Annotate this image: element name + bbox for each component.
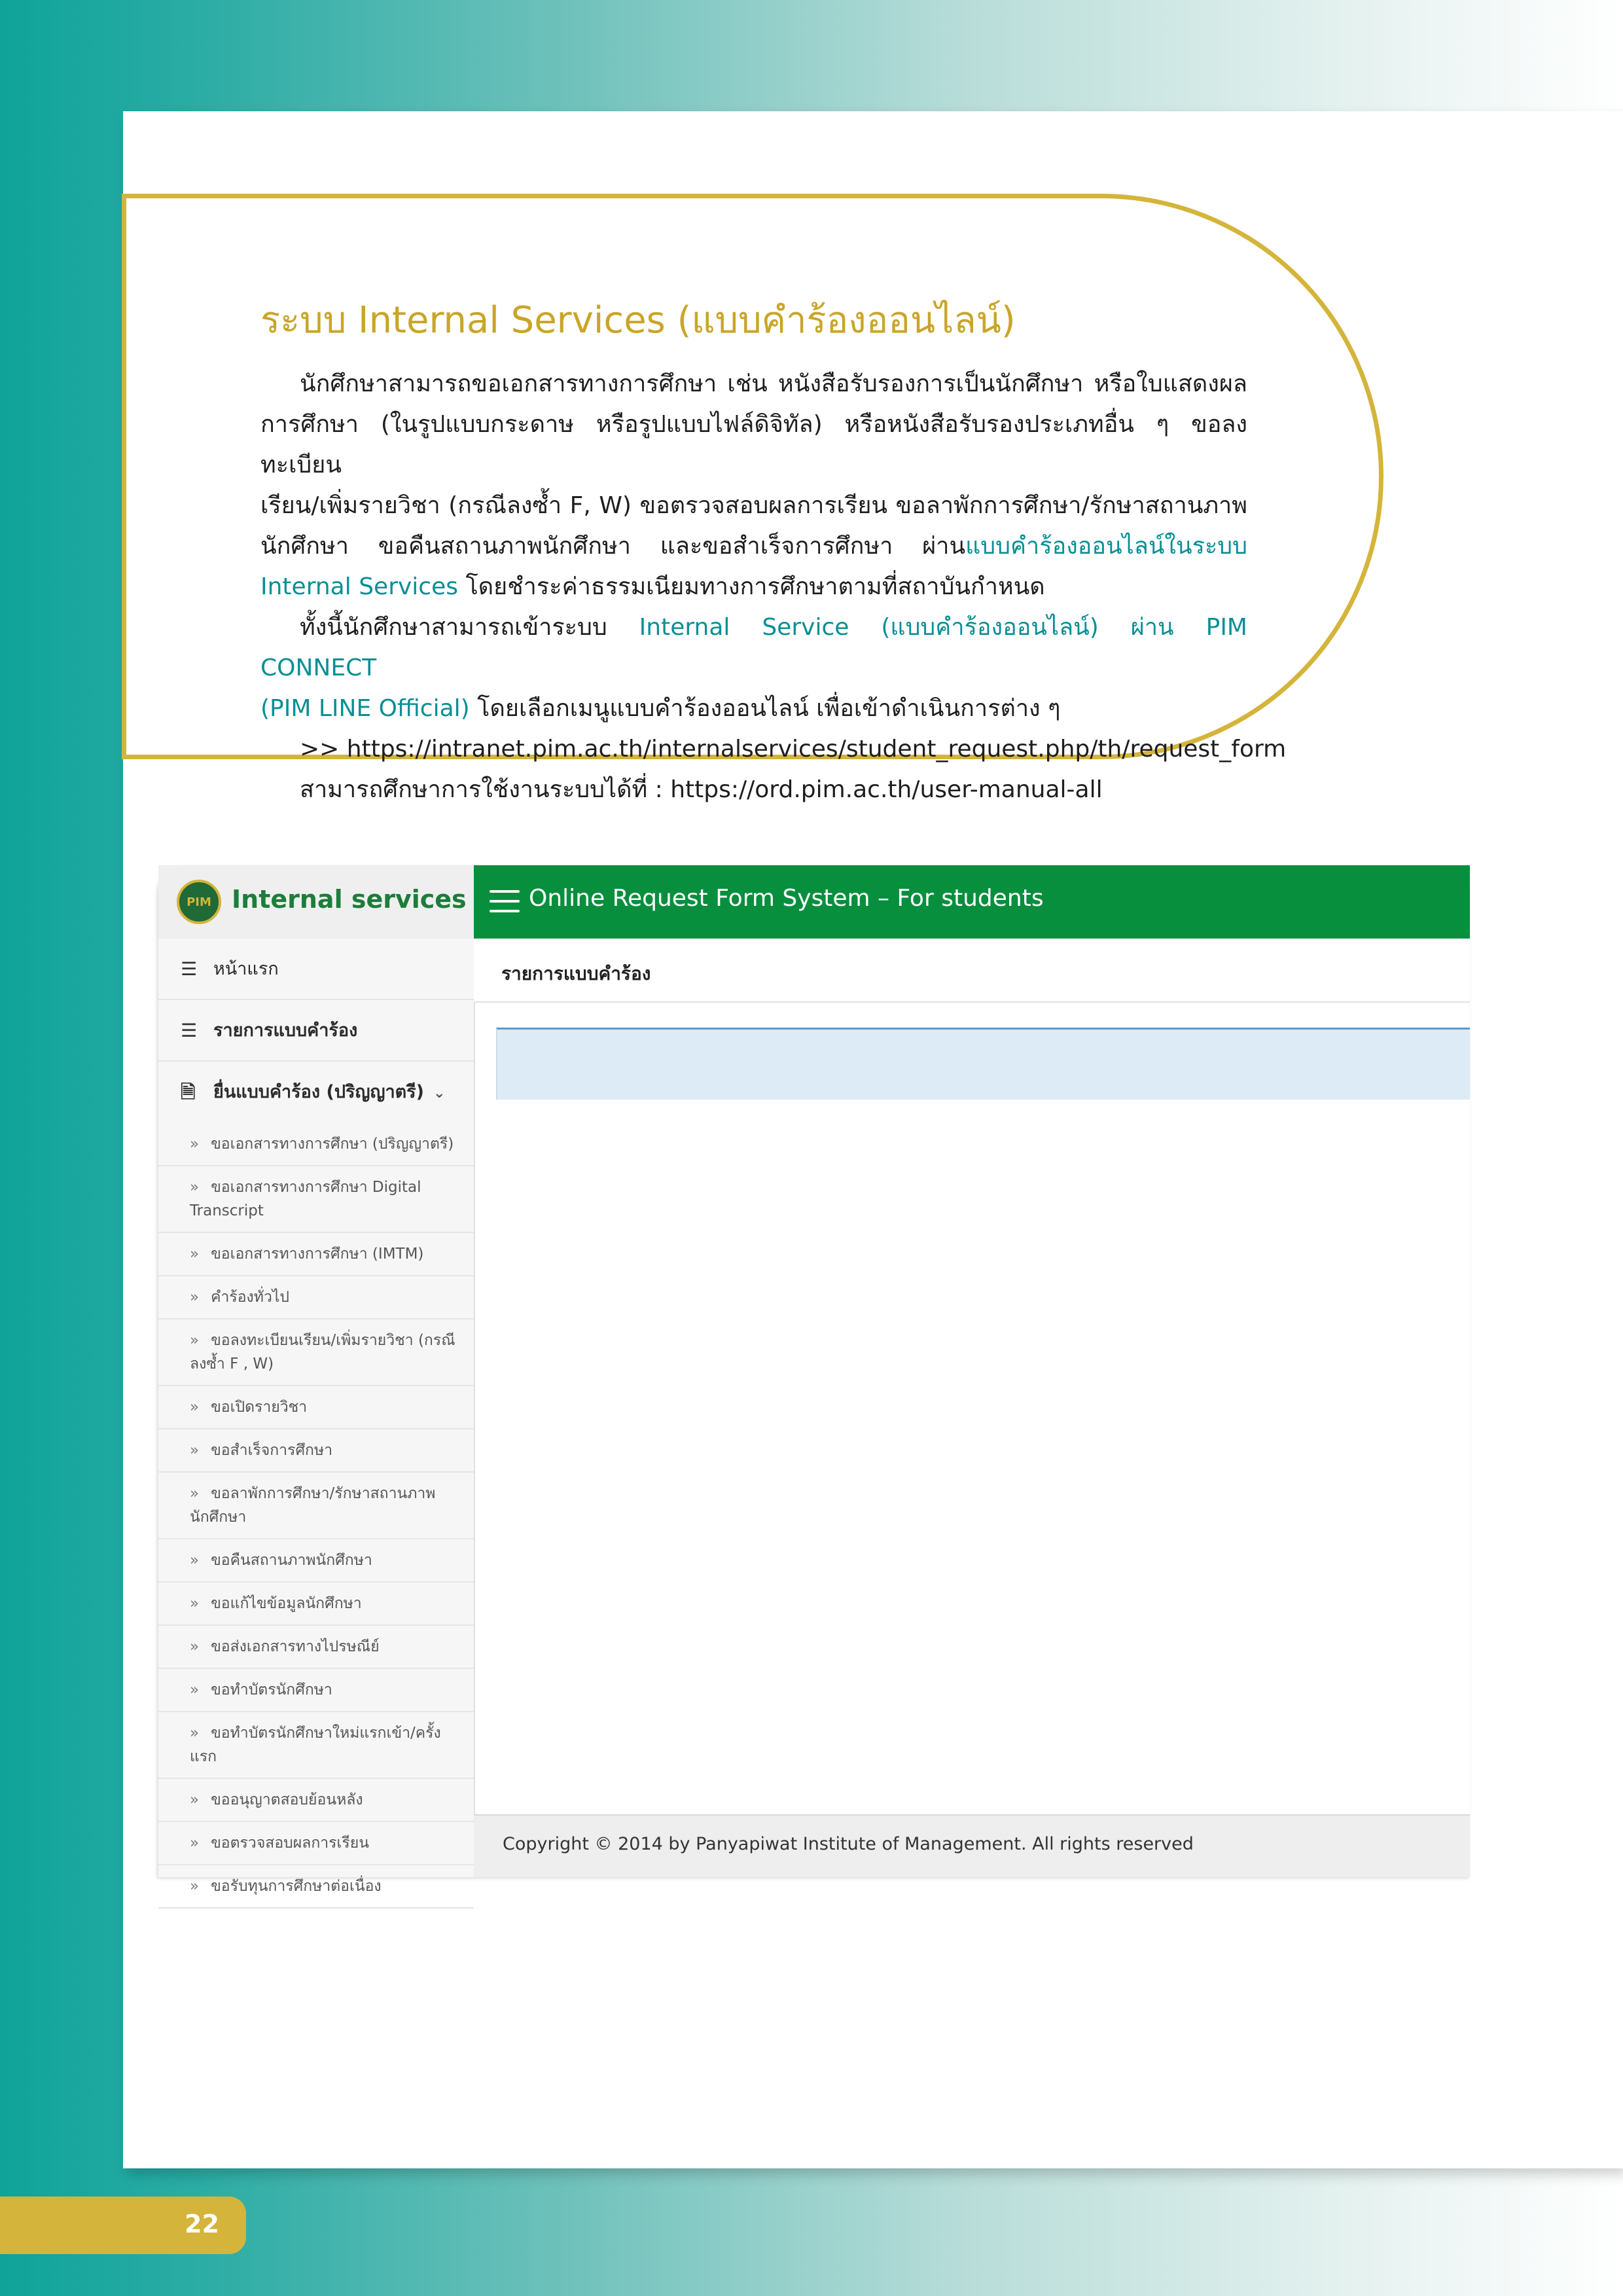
submenu-item[interactable]: [158, 1386, 474, 1429]
submenu-item[interactable]: [158, 1319, 474, 1386]
double-chevron-icon: »: [190, 1246, 200, 1263]
double-chevron-icon: »: [190, 1725, 200, 1742]
double-chevron-icon: »: [190, 1399, 200, 1416]
submenu-item-label: ขออนุญาตสอบย้อนหลัง: [211, 1791, 363, 1808]
submenu-item-label: ขอทำบัตรนักศึกษา: [211, 1681, 332, 1698]
system-title: Online Request Form System – For students: [529, 885, 1044, 912]
double-chevron-icon: »: [190, 1289, 200, 1306]
online-form-highlight: แบบคำร้องออนไลน์ในระบบ: [965, 533, 1247, 560]
submenu-item[interactable]: [158, 1583, 474, 1626]
double-chevron-icon: »: [190, 1485, 200, 1502]
submenu-item[interactable]: [158, 1822, 474, 1865]
para1-line4-text: นักศึกษา ขอคืนสถานภาพนักศึกษา และขอสำเร็จการศึกษา ผ่าน: [260, 533, 966, 560]
submenu-item-label: ขอสำเร็จการศึกษา: [211, 1442, 333, 1459]
submenu-item-label: ขอส่งเอกสารทางไปรษณีย์: [211, 1638, 380, 1655]
sidebar-item-label: หน้าแรก: [213, 959, 279, 979]
paragraph-1: [260, 364, 1287, 810]
submenu-item-label: ขอตรวจสอบผลการเรียน: [211, 1835, 369, 1852]
submenu-item-label: ขอลงทะเบียนเรียน/เพิ่มรายวิชา (กรณีลงซ้ำ F , W): [190, 1332, 455, 1372]
para2-line2: [260, 689, 1247, 729]
double-chevron-icon: »: [190, 1442, 200, 1459]
para2-line1-text: ทั้งนี้นักศึกษาสามารถเข้าระบบ: [300, 614, 639, 641]
internal-services-highlight: Internal Services: [260, 573, 458, 600]
submenu-item-label: ขอเอกสารทางการศึกษา (ปริญญาตรี): [211, 1136, 454, 1153]
submenu-item[interactable]: [158, 1865, 474, 1909]
submenu-item-label: ขอรับทุนการศึกษาต่อเนื่อง: [211, 1878, 382, 1895]
top-bar: [474, 865, 1470, 939]
double-chevron-icon: »: [190, 1878, 200, 1895]
brand-title: Internal services: [232, 885, 467, 914]
double-chevron-icon: »: [190, 1835, 200, 1852]
submenu-item[interactable]: [158, 1233, 474, 1276]
submenu-item[interactable]: [158, 1473, 474, 1539]
double-chevron-icon: »: [190, 1638, 200, 1655]
para1-line2: การศึกษา (ในรูปแบบกระดาษ หรือรูปแบบไฟล์ดิจิทัล) หรือหนังสือรับรองประเภทอื่น ๆ ขอลงทะเบียน: [260, 411, 1247, 478]
submenu-item[interactable]: [158, 1539, 474, 1583]
submenu-item[interactable]: [158, 1166, 474, 1233]
double-chevron-icon: »: [190, 1552, 200, 1569]
content-header: [474, 939, 1470, 1003]
list-icon: ☰: [181, 958, 198, 980]
sidebar-item-request-list[interactable]: [158, 1000, 474, 1062]
submenu-item-label: ขอเอกสารทางการศึกษา (IMTM): [211, 1246, 424, 1263]
para1-line4: [260, 526, 1247, 567]
double-chevron-icon: »: [190, 1179, 200, 1196]
para1-line3: เรียน/เพิ่มรายวิชา (กรณีลงซ้ำ F, W) ขอตรวจสอบผลการเรียน ขอลาพักการศึกษา/รักษาสถานภาพ: [260, 492, 1247, 519]
double-chevron-icon: »: [190, 1791, 200, 1808]
submenu-item[interactable]: [158, 1429, 474, 1473]
content-title: รายการแบบคำร้อง: [501, 963, 651, 984]
para2-line2-text: โดยเลือกเมนูแบบคำร้องออนไลน์ เพื่อเข้าดำเนินการต่าง ๆ: [469, 695, 1061, 722]
submenu-item[interactable]: [158, 1669, 474, 1712]
submenu-item-label: ขอคืนสถานภาพนักศึกษา: [211, 1552, 372, 1569]
submenu-item[interactable]: [158, 1276, 474, 1319]
double-chevron-icon: »: [190, 1332, 200, 1349]
request-form-link[interactable]: >> https://intranet.pim.ac.th/internalservices/student_request.php/th/request_form: [300, 736, 1287, 762]
user-manual-link[interactable]: สามารถศึกษาการใช้งานระบบได้ที่ : https://ord.pim.ac.th/user-manual-all: [300, 776, 1103, 803]
sidebar-item-label: รายการแบบคำร้อง: [213, 1020, 358, 1041]
para1-line1: นักศึกษาสามารถขอเอกสารทางการศึกษา เช่น หนังสือรับรองการเป็นนักศึกษา หรือใบแสดงผล: [300, 370, 1247, 397]
pim-logo-icon: PIM: [177, 880, 221, 924]
para1-line5: [260, 567, 1247, 607]
para1-line5-text: โดยชำระค่าธรรมเนียมทางการศึกษาตามที่สถาบันกำหนด: [458, 573, 1045, 600]
sidebar-item-home[interactable]: [158, 939, 474, 1000]
double-chevron-icon: »: [190, 1136, 200, 1153]
submenu-item-label: ขอเอกสารทางการศึกษา Digital Transcript: [190, 1179, 421, 1219]
submenu-item-label: คำร้องทั่วไป: [211, 1289, 290, 1306]
pim-line-highlight: (PIM LINE Official): [260, 695, 470, 722]
chevron-down-icon: ⌄: [433, 1085, 446, 1102]
submenu-item-label: ขอทำบัตรนักศึกษาใหม่แรกเข้า/ครั้งแรก: [190, 1725, 441, 1765]
submenu-item[interactable]: [158, 1712, 474, 1779]
submenu-list: [158, 1123, 474, 1909]
brand-header: [158, 865, 474, 940]
section-title: ระบบ Internal Services (แบบคำร้องออนไลน์): [260, 299, 1016, 342]
sidebar-item-label: ยื่นแบบคำร้อง (ปริญญาตรี): [213, 1082, 425, 1102]
double-chevron-icon: »: [190, 1595, 200, 1612]
submenu-item[interactable]: [158, 1123, 474, 1166]
sidebar: [158, 939, 475, 1895]
submenu-item[interactable]: [158, 1626, 474, 1669]
hamburger-menu-icon[interactable]: [490, 889, 520, 914]
page-number-badge: [0, 2197, 246, 2254]
info-alert-box: [496, 1028, 1470, 1100]
list-icon: ☰: [181, 1020, 198, 1041]
pim-connect-highlight: Internal Service (แบบคำร้องออนไลน์) ผ่าน PIM CONNECT: [260, 614, 1247, 681]
submenu-item[interactable]: [158, 1779, 474, 1822]
submenu-item-label: ขอเปิดรายวิชา: [211, 1399, 308, 1416]
copyright-text: Copyright © 2014 by Panyapiwat Institute of Management. All rights reserved: [503, 1834, 1194, 1854]
double-chevron-icon: »: [190, 1681, 200, 1698]
sidebar-item-submit-request[interactable]: [158, 1062, 474, 1123]
para2-line1: [260, 607, 1247, 689]
page-number: 22: [185, 2210, 219, 2238]
submenu-item-label: ขอแก้ไขข้อมูลนักศึกษา: [211, 1595, 362, 1612]
footer: [474, 1814, 1470, 1877]
app-screenshot: [158, 865, 1470, 1895]
document-icon: 🗎: [181, 1081, 196, 1103]
submenu-item-label: ขอลาพักการศึกษา/รักษาสถานภาพนักศึกษา: [190, 1485, 436, 1526]
